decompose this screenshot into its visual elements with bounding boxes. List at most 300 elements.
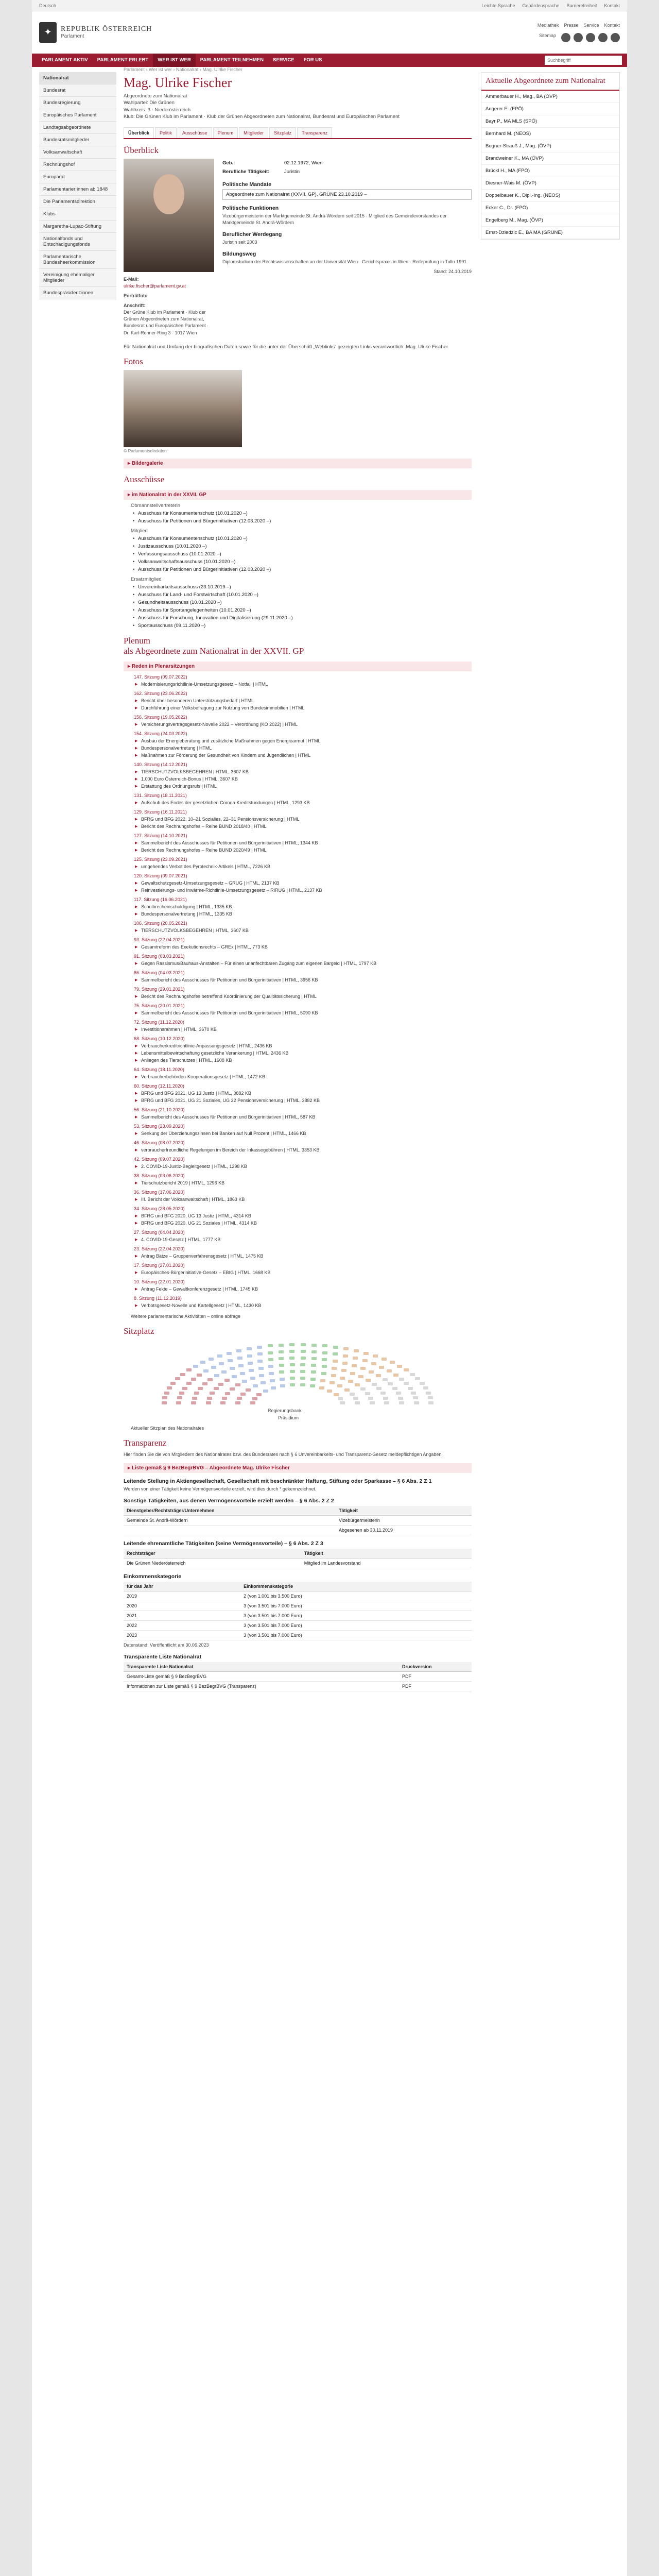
member-link[interactable]: Ernst-Dziedzic E., BA MA (GRÜNE) bbox=[481, 227, 619, 239]
facebook-icon[interactable] bbox=[561, 33, 570, 42]
committee-item[interactable]: • Ausschuss für Konsumentenschutz (10.01.2020 –) bbox=[131, 535, 472, 543]
speech-link[interactable]: ▶ Maßnahmen zur Förderung der Gesundheit von Kindern und Jugendlichen | HTML bbox=[124, 752, 472, 759]
nav-item[interactable]: SERVICE bbox=[273, 57, 294, 63]
seat bbox=[180, 1373, 185, 1376]
session-date[interactable]: 127. Sitzung (14.10.2021) bbox=[134, 833, 187, 838]
sidebar-item[interactable]: Volksanwaltschaft bbox=[39, 146, 116, 159]
seat bbox=[355, 1383, 360, 1386]
seat bbox=[348, 1380, 353, 1383]
seat bbox=[376, 1374, 381, 1377]
seat bbox=[384, 1401, 389, 1404]
sidebar-item[interactable]: Bundesregierung bbox=[39, 97, 116, 109]
breadcrumb-item[interactable]: Parlament bbox=[124, 67, 145, 72]
seat bbox=[368, 1397, 373, 1400]
sidebar-item[interactable]: Europäisches Parlament bbox=[39, 109, 116, 122]
twitter-icon[interactable] bbox=[574, 33, 583, 42]
sidebar-item[interactable]: Margaretha-Lupac-Stiftung bbox=[39, 221, 116, 233]
member-link[interactable]: Engelberg M., Mag. (ÖVP) bbox=[481, 214, 619, 227]
speech-link[interactable]: ▶ Bericht des Rechnungshofes – Reihe BUND 2020/49 | HTML bbox=[124, 846, 472, 854]
speech-link[interactable]: ▶ Versicherungsvertragsgesetz-Novelle 2022 – Verordnung (KO 2022) | HTML bbox=[124, 721, 472, 728]
transparency-bar[interactable]: ▸ Liste gemäß § 9 BezBegrBVG – Abgeordnete Mag. Ulrike Fischer bbox=[124, 1463, 472, 1473]
speech-link[interactable]: ▶ Ausbau der Energieberatung und zusätzliche Maßnahmen gegen Energiearmut | HTML bbox=[124, 737, 472, 744]
session-date[interactable]: 106. Sitzung (20.05.2021) bbox=[134, 920, 187, 926]
seat bbox=[279, 1357, 284, 1360]
seat bbox=[322, 1351, 327, 1354]
speech-link[interactable]: ▶ Aufschub des Endes der gesetzlichen Corona-Kreditstundungen | HTML, 1293 KB bbox=[124, 799, 472, 806]
topbar-link[interactable]: Gebärdensprache bbox=[522, 3, 560, 8]
member-link[interactable]: Brandweiner K., MA (ÖVP) bbox=[481, 152, 619, 165]
member-link[interactable]: Ecker C., Dr. (FPÖ) bbox=[481, 202, 619, 214]
util-link[interactable]: Presse bbox=[564, 22, 579, 28]
speech-link[interactable]: ▶ BFRG und BFG 2020, UG 21 Soziales | HTML, 4314 KB bbox=[124, 1219, 472, 1227]
seat bbox=[280, 1384, 285, 1387]
committee-item[interactable]: • Unvereinbarkeitsausschuss (23.10.2019 –) bbox=[131, 583, 472, 591]
speech-link[interactable]: ▶ Sammelbericht des Ausschusses für Petitionen und Bürgerinitiativen | HTML, 1344 KB bbox=[124, 839, 472, 846]
speech-link[interactable]: ▶ Verbotsgesetz-Novelle und Kartellgesetz | HTML, 1430 KB bbox=[124, 1302, 472, 1309]
speech-link[interactable]: ▶ Anliegen des Tierschutzes | HTML, 1608 KB bbox=[124, 1057, 472, 1064]
seat bbox=[369, 1370, 374, 1374]
committee-group-label: Obmannstellvertreterin bbox=[131, 502, 181, 509]
seat bbox=[186, 1382, 192, 1385]
session-date[interactable]: 147. Sitzung (09.07.2022) bbox=[134, 674, 187, 680]
portrait-download[interactable]: Porträtfoto bbox=[124, 293, 148, 299]
table-cell: 2020 bbox=[124, 1601, 240, 1611]
gallery-link[interactable]: ▸ Bildergalerie bbox=[124, 459, 472, 468]
sidebar-item[interactable]: Die Parlamentsdirektion bbox=[39, 196, 116, 208]
header bbox=[32, 11, 627, 54]
speech-link[interactable]: ▶ Antrag Fekte – Gewaltkonferenzgesetz | HTML, 1745 KB bbox=[124, 1285, 472, 1293]
nav-item[interactable]: PARLAMENT TEILNEHMEN bbox=[200, 57, 264, 63]
seat bbox=[343, 1354, 348, 1358]
photo-credit: © Parlamentsdirektion bbox=[124, 448, 167, 453]
sidebar-item[interactable]: Landtagsabgeordnete bbox=[39, 122, 116, 134]
speech-link[interactable]: ▶ Sammelbericht des Ausschusses für Petitionen und Bürgerinitiativen | HTML, 587 KB bbox=[124, 1113, 472, 1121]
speech-link[interactable]: ▶ Schulbrecheinschuldigung | HTML, 1335 KB bbox=[124, 903, 472, 910]
speech-link[interactable]: ▶ verbraucherfreundliche Regelungen im Bereich der Inkassogebühren | HTML, 3353 KB bbox=[124, 1146, 472, 1154]
seat-plan-link[interactable]: Aktueller Sitzplan des Nationalrates bbox=[131, 1425, 204, 1431]
sidebar-item[interactable]: Parlamentarier:innen ab 1848 bbox=[39, 183, 116, 196]
seat bbox=[322, 1344, 327, 1347]
seat bbox=[230, 1367, 235, 1370]
seat bbox=[353, 1357, 358, 1360]
speech-link[interactable]: ▶ III. Bericht der Volksanwaltschaft | HTML, 1863 KB bbox=[124, 1196, 472, 1203]
seat bbox=[372, 1383, 377, 1386]
committee-item[interactable]: • Ausschuss für Sportangelegenheiten (10.01.2020 –) bbox=[131, 606, 472, 614]
committee-item[interactable]: • Ausschuss für Forschung, Innovation und Digitalisierung (29.11.2020 –) bbox=[131, 614, 472, 622]
committee-item[interactable]: • Sportausschuss (09.11.2020 –) bbox=[131, 622, 472, 630]
seat bbox=[214, 1387, 219, 1390]
seat bbox=[379, 1366, 384, 1369]
committee-group-label: Ersatzmitglied bbox=[131, 576, 162, 582]
tab-item[interactable]: Ausschüsse bbox=[178, 127, 212, 138]
seat bbox=[179, 1392, 184, 1395]
tab-item[interactable]: Transparenz bbox=[297, 127, 332, 138]
seat bbox=[415, 1377, 420, 1380]
sidebar-item[interactable]: Vereinigung ehemaliger Mitglieder bbox=[39, 269, 116, 287]
seat bbox=[249, 1369, 254, 1372]
session-date[interactable]: 42. Sitzung (09.07.2020) bbox=[134, 1156, 185, 1162]
seat bbox=[404, 1382, 409, 1385]
session-date[interactable]: 10. Sitzung (22.01.2020) bbox=[134, 1279, 185, 1284]
address-text: Der Grüne Klub im Parlament · Klub der Grünen Abgeordneten zum Nationalrat, Bundesrat und Europäischen Parlament · Dr. Karl-Renner-Ring 3 · 1017 Wien bbox=[124, 310, 209, 335]
seat bbox=[290, 1377, 295, 1380]
session-date[interactable]: 38. Sitzung (03.06.2020) bbox=[134, 1173, 185, 1178]
education-text: Diplomstudium der Rechtswissenschaften an der Universität Wien · Gerichtspraxis in Wien · Reifeprüfung in Tulln 1991 bbox=[222, 259, 467, 265]
tab-item[interactable]: Politik bbox=[155, 127, 177, 138]
speech-link[interactable]: ▶ BFRG und BFG 2021, UG 13 Justiz | HTML, 3882 KB bbox=[124, 1090, 472, 1097]
session-date[interactable]: 34. Sitzung (28.05.2020) bbox=[134, 1206, 185, 1211]
email-link[interactable]: ulrike.fischer@parlament.gv.at bbox=[124, 283, 186, 289]
facts-column bbox=[222, 159, 472, 336]
speech-link[interactable]: ▶ Investitionsrahmen | HTML, 3670 KB bbox=[124, 1026, 472, 1033]
as-of-date: Stand: 24.10.2019 bbox=[433, 269, 472, 275]
sidebar-item[interactable]: Klubs bbox=[39, 208, 116, 221]
speech-link[interactable]: ▶ Durchführung einer Volksbefragung zur Nutzung von Bundesimmobilien | HTML bbox=[124, 704, 472, 711]
session-date[interactable]: 56. Sitzung (21.10.2020) bbox=[134, 1107, 185, 1112]
seat bbox=[350, 1393, 355, 1396]
nav-item[interactable]: PARLAMENT ERLEBT bbox=[97, 57, 149, 63]
session-date[interactable]: 93. Sitzung (22.04.2021) bbox=[134, 937, 185, 942]
speech-link[interactable]: ▶ 1.000 Euro Österreich-Bonus | HTML, 3607 KB bbox=[124, 775, 472, 783]
speeches-bar-label: Reden in Plenarsitzungen bbox=[131, 663, 195, 669]
instagram-icon[interactable] bbox=[586, 33, 595, 42]
seat bbox=[341, 1369, 346, 1372]
committee-item[interactable]: • Ausschuss für Petitionen und Bürgerinitiativen (12.03.2020 –) bbox=[131, 517, 472, 525]
seat bbox=[311, 1357, 317, 1360]
sidebar-item[interactable]: Bundespräsident:innen bbox=[39, 287, 116, 299]
seat bbox=[214, 1374, 219, 1377]
tab-item[interactable]: Mitglieder bbox=[239, 127, 268, 138]
seat bbox=[365, 1392, 370, 1395]
table-header-row bbox=[124, 1549, 472, 1558]
util-link[interactable]: Mediathek bbox=[537, 22, 559, 28]
speeches-bar[interactable]: ▸ Reden in Plenarsitzungen bbox=[124, 662, 472, 671]
seat bbox=[413, 1396, 418, 1399]
seat bbox=[191, 1378, 196, 1381]
session-date[interactable]: 79. Sitzung (29.01.2021) bbox=[134, 986, 185, 992]
session-date[interactable]: 125. Sitzung (23.09.2021) bbox=[134, 856, 187, 862]
session-date[interactable]: 53. Sitzung (23.09.2020) bbox=[134, 1123, 185, 1129]
session-date[interactable]: 64. Sitzung (18.11.2020) bbox=[134, 1066, 184, 1072]
breadcrumb-item[interactable]: › Wer ist wer bbox=[145, 67, 172, 72]
seat bbox=[358, 1375, 363, 1378]
speech-link[interactable]: ▶ Senkung der Überziehungszinsen bei Banken auf Null Prozent | HTML, 1466 KB bbox=[124, 1130, 472, 1137]
session-date[interactable]: 23. Sitzung (22.04.2020) bbox=[134, 1246, 185, 1251]
seat bbox=[342, 1362, 348, 1365]
table-cell: Informationen zur Liste gemäß § 9 BezBegrBVG (Transparenz) bbox=[124, 1682, 399, 1691]
speech-link[interactable]: ▶ Modernisierungsrichtlinie-Umsetzungsgesetz – Notfall | HTML bbox=[124, 681, 472, 688]
seat bbox=[334, 1393, 339, 1396]
speech-link[interactable]: ▶ Gegen Rassismus/Bauhaus-Anstalten – Für einen unanfechtbaren Zugang zum eigenen Bargeld | HTML, 1797 KB bbox=[124, 960, 472, 967]
seat bbox=[211, 1366, 216, 1369]
speech-link[interactable]: ▶ BFRG und BFG 2021, UG 21 Soziales, UG 22 Pensionsversicherung | HTML, 3882 KB bbox=[124, 1097, 472, 1104]
speech-link[interactable]: ▶ Bericht des Rechnungshofes betreffend Koordinierung der Qualitätssicherung | HTML bbox=[124, 993, 472, 1000]
session-date[interactable]: 117. Sitzung (16.06.2021) bbox=[134, 896, 187, 902]
seat bbox=[380, 1392, 386, 1395]
table-row bbox=[124, 1621, 472, 1631]
sidebar-item[interactable]: Bundesrat bbox=[39, 84, 116, 97]
speech-link[interactable]: ▶ BFRG und BFG 2020, UG 13 Justiz | HTML, 4314 KB bbox=[124, 1212, 472, 1219]
util-link[interactable]: Sitemap bbox=[539, 32, 556, 38]
seat bbox=[332, 1367, 337, 1370]
born-value: 02.12.1972, Wien bbox=[284, 160, 323, 166]
speech-link[interactable]: ▶ Sammelbericht des Ausschusses für Petitionen und Bürgerinitiativen | HTML, 5090 KB bbox=[124, 1009, 472, 1016]
session-date[interactable]: 27. Sitzung (04.04.2020) bbox=[134, 1229, 185, 1235]
seat bbox=[343, 1347, 349, 1350]
util-link[interactable]: Kontakt bbox=[604, 22, 620, 28]
speech-link[interactable]: ▶ Sammelbericht des Ausschusses für Petitionen und Bürgerinitiativen | HTML, 3956 KB bbox=[124, 976, 472, 984]
member-link[interactable]: Angerer E. (FPÖ) bbox=[481, 103, 619, 115]
session-date[interactable]: 75. Sitzung (20.01.2021) bbox=[134, 1003, 185, 1008]
transparency-bar-label: Liste gemäß § 9 BezBegrBVG – Abgeordnete Mag. Ulrike Fischer bbox=[131, 1465, 290, 1471]
speech-link[interactable]: ▶ 2. COVID-19-Justiz-Begleitgesetz | HTML, 1298 KB bbox=[124, 1163, 472, 1170]
career-heading: Beruflicher Werdegang bbox=[222, 231, 282, 238]
seat bbox=[218, 1383, 223, 1386]
seat bbox=[340, 1401, 345, 1404]
table-header: Druckversion bbox=[399, 1662, 472, 1672]
speech-link[interactable]: ▶ Gesamtreform des Exekutionsrechts – GREx | HTML, 773 KB bbox=[124, 943, 472, 951]
session-date[interactable]: 86. Sitzung (04.03.2021) bbox=[134, 970, 185, 975]
table-header-row bbox=[124, 1506, 472, 1516]
seat bbox=[370, 1401, 375, 1404]
seat bbox=[248, 1362, 253, 1365]
seat bbox=[182, 1387, 187, 1390]
session-date[interactable]: 156. Sitzung (19.05.2022) bbox=[134, 714, 187, 720]
committee-item[interactable]: • Verfassungsausschuss (10.01.2020 –) bbox=[131, 550, 472, 558]
committee-item[interactable]: • Ausschuss für Konsumentenschutz (10.01.2020 –) bbox=[131, 510, 472, 517]
seat bbox=[220, 1401, 226, 1404]
session-date[interactable]: 131. Sitzung (18.11.2021) bbox=[134, 792, 187, 798]
seat bbox=[247, 1347, 252, 1350]
more-activities-link[interactable]: Weitere parlamentarische Aktivitäten – online abfrage bbox=[131, 1313, 240, 1319]
seat bbox=[202, 1382, 207, 1385]
seat bbox=[362, 1359, 368, 1362]
session-date[interactable]: 162. Sitzung (23.06.2022) bbox=[134, 690, 187, 696]
speech-link[interactable]: ▶ Reinvestierungs- und Inwärme-Richtlinie-Umsetzungsgesetz – RIRUG | HTML, 2137 KB bbox=[124, 887, 472, 894]
speech-link[interactable]: ▶ Europäisches-Bürgerinitiative-Gesetz – EBIG | HTML, 1668 KB bbox=[124, 1269, 472, 1276]
session-date[interactable]: 91. Sitzung (03.03.2021) bbox=[134, 953, 185, 959]
table-cell: Abgesehen ab 30.11.2019 bbox=[336, 1526, 472, 1535]
table-row bbox=[124, 1526, 472, 1535]
seat bbox=[414, 1401, 419, 1404]
seat bbox=[257, 1352, 263, 1355]
eagle-icon: ✦ bbox=[39, 22, 57, 43]
speech-link[interactable]: ▶ Bundespersonalvertretung | HTML bbox=[124, 744, 472, 752]
download-table bbox=[124, 1662, 472, 1691]
seat bbox=[322, 1365, 327, 1368]
seat bbox=[290, 1363, 295, 1366]
seat bbox=[423, 1386, 428, 1389]
member-link[interactable]: Diesner-Wais M. (ÖVP) bbox=[481, 177, 619, 190]
member-link[interactable]: Ammerbauer H., Mag., BA (ÖVP) bbox=[481, 91, 619, 103]
committees-list bbox=[124, 503, 472, 630]
seat bbox=[311, 1344, 317, 1347]
seat bbox=[219, 1362, 224, 1365]
member-link[interactable]: Bernhard M. (NEOS) bbox=[481, 128, 619, 140]
logo[interactable] bbox=[39, 22, 152, 43]
session-date[interactable]: 36. Sitzung (17.06.2020) bbox=[134, 1189, 185, 1195]
table-row bbox=[124, 1558, 472, 1568]
seat bbox=[237, 1397, 242, 1400]
presidium-label: Präsidium bbox=[278, 1415, 299, 1420]
seat bbox=[289, 1357, 294, 1360]
table-row bbox=[124, 1682, 472, 1691]
member-link[interactable]: Doppelbauer K., Dipl.-Ing. (NEOS) bbox=[481, 190, 619, 202]
seat bbox=[360, 1387, 366, 1391]
session-date[interactable]: 68. Sitzung (10.12.2020) bbox=[134, 1036, 185, 1041]
session-date[interactable]: 154. Sitzung (24.03.2022) bbox=[134, 731, 187, 736]
util-link[interactable]: Service bbox=[583, 22, 599, 28]
seat bbox=[170, 1382, 176, 1385]
seat bbox=[366, 1379, 371, 1382]
seat bbox=[250, 1377, 255, 1380]
lang-switch[interactable]: Deutsch bbox=[39, 3, 57, 8]
speech-link[interactable]: ▶ Bericht des Rechnungshofes – Reihe BUND 2018/40 | HTML bbox=[124, 823, 472, 830]
search-input[interactable] bbox=[545, 56, 622, 65]
sidebar-item[interactable]: Rechnungshof bbox=[39, 159, 116, 171]
committee-item[interactable]: • Ausschuss für Land- und Forstwirtschaft (10.01.2020 –) bbox=[131, 591, 472, 599]
nav-item[interactable]: PARLAMENT AKTIV bbox=[42, 57, 88, 63]
topbar-link[interactable]: Kontakt bbox=[604, 3, 620, 8]
seat bbox=[360, 1367, 366, 1370]
speech-link[interactable]: ▶ Bericht über besonderen Unterstützungsbedarf | HTML bbox=[124, 697, 472, 704]
speech-link[interactable]: ▶ Bundespersonalvertretung | HTML, 1335 KB bbox=[124, 910, 472, 918]
seat bbox=[373, 1354, 378, 1358]
sessions-list bbox=[124, 674, 472, 1309]
responsibility-note: Für Nationalrat und Umfang der biografischen Daten sowie für die unter der Überschrift „Weblinks“ gezeigten Links verantwortlich: Mag. Ulrike Fischer bbox=[124, 344, 448, 350]
seat bbox=[355, 1401, 360, 1404]
seat bbox=[371, 1362, 376, 1365]
table-header: Einkommenskategorie bbox=[240, 1582, 472, 1591]
topbar-link[interactable]: Barrierefreiheit bbox=[566, 3, 597, 8]
session-date[interactable]: 46. Sitzung (08.07.2020) bbox=[134, 1140, 185, 1145]
committee-item[interactable]: • Justizausschuss (10.01.2020 –) bbox=[131, 543, 472, 550]
committees-period[interactable]: ▸ im Nationalrat in der XXVII. GP bbox=[124, 490, 472, 500]
seat bbox=[203, 1369, 209, 1372]
speech-link[interactable]: ▶ Verbraucherkreditrichtlinie-Anpassungsgesetz | HTML, 2436 KB bbox=[124, 1042, 472, 1049]
seat bbox=[162, 1396, 167, 1399]
income-note: Datenstand: Veröffentlicht am 30.06.2023 bbox=[124, 1642, 209, 1648]
seat bbox=[279, 1370, 284, 1374]
sidebar-item[interactable]: Nationalrat bbox=[39, 72, 116, 84]
member-link[interactable]: Bayr P., MA MLS (SPÖ) bbox=[481, 115, 619, 128]
seat bbox=[242, 1380, 247, 1383]
table-cell: 3 (von 3.501 bis 7.000 Euro) bbox=[240, 1621, 472, 1631]
table-header: Transparente Liste Nationalrat bbox=[124, 1662, 399, 1672]
table-cell: 2 (von 1.001 bis 3.500 Euro) bbox=[240, 1591, 472, 1601]
table-header: für das Jahr bbox=[124, 1582, 240, 1591]
member-link[interactable]: Brückl H., MA (FPÖ) bbox=[481, 165, 619, 177]
person-club-full: Klub: Die Grünen Klub im Parlament · Klub der Grünen Abgeordneten zum Nationalrat, Bundesrat und Europäischen Parlament bbox=[124, 113, 400, 120]
speech-link[interactable]: ▶ Verbraucherbehörden-Kooperationsgesetz | HTML, 1472 KB bbox=[124, 1073, 472, 1080]
breadcrumb-item[interactable]: › Nationalrat bbox=[172, 67, 199, 72]
committee-item[interactable]: • Volksanwaltschaftsausschuss (10.01.2020 –) bbox=[131, 558, 472, 566]
seat bbox=[399, 1401, 404, 1404]
seat bbox=[426, 1392, 431, 1395]
seat bbox=[225, 1392, 230, 1395]
seat bbox=[383, 1378, 388, 1381]
page bbox=[32, 0, 627, 2576]
breadcrumb-item: › Mag. Ulrike Fischer bbox=[198, 67, 242, 72]
photo-gallery-image[interactable] bbox=[124, 370, 242, 447]
speech-link[interactable]: ▶ Erstattung des Ordnungsrufs | HTML bbox=[124, 783, 472, 790]
session-date[interactable]: 60. Sitzung (12.11.2020) bbox=[134, 1083, 184, 1089]
speech-link[interactable]: ▶ Tierschutzbericht 2019 | HTML, 1296 KB bbox=[124, 1179, 472, 1187]
social-links bbox=[561, 33, 620, 42]
seat bbox=[363, 1352, 369, 1355]
sidebar-item[interactable]: Europarat bbox=[39, 171, 116, 183]
seat bbox=[398, 1397, 403, 1400]
current-members-heading: Aktuelle Abgeordnete zum Nationalrat bbox=[481, 73, 619, 91]
speech-link[interactable]: ▶ Lebensmittelbewirtschaftung gesetzliche Verankerung | HTML, 2436 KB bbox=[124, 1049, 472, 1057]
seat bbox=[240, 1372, 245, 1375]
sidebar-item[interactable]: Parlamentarische Bundesheerkommission bbox=[39, 251, 116, 269]
overview-heading: Überblick bbox=[124, 145, 159, 156]
speech-link[interactable]: ▶ TIERSCHUTZVOLKSBEGEHREN | HTML, 3607 KB bbox=[124, 768, 472, 775]
table-cell: 3 (von 3.501 bis 7.000 Euro) bbox=[240, 1601, 472, 1611]
honorary-heading: Leitende ehrenamtliche Tätigkeiten (keine Vermögensvorteile) – § 6 Abs. 2 Z 3 bbox=[124, 1540, 323, 1547]
seat bbox=[290, 1370, 295, 1373]
topbar-link[interactable]: Leichte Sprache bbox=[481, 3, 515, 8]
seat bbox=[268, 1358, 273, 1361]
nav-item-active[interactable]: WER IST WER bbox=[153, 54, 195, 67]
seat bbox=[268, 1351, 273, 1354]
seat bbox=[259, 1374, 264, 1377]
seat bbox=[396, 1392, 401, 1395]
session-date[interactable]: 129. Sitzung (16.11.2021) bbox=[134, 809, 187, 815]
speech-link[interactable]: ▶ BFRG und BFG 2022, 10–21 Sozialies, 22–31 Pensionsversicherung | HTML bbox=[124, 816, 472, 823]
tab-item[interactable]: Plenum bbox=[213, 127, 238, 138]
sidebar-item[interactable]: Bundesratsmitglieder bbox=[39, 134, 116, 146]
sidebar-item[interactable]: Nationalfonds und Entschädigungsfonds bbox=[39, 233, 116, 251]
youtube-icon[interactable] bbox=[598, 33, 608, 42]
committee-item[interactable]: • Gesundheitsausschuss (10.01.2020 –) bbox=[131, 599, 472, 606]
member-link[interactable]: Bogner-Strauß J., Mag. (ÖVP) bbox=[481, 140, 619, 152]
speech-link[interactable]: ▶ umgehendes Verbot des Pyrotechnik-Artikels | HTML, 7226 KB bbox=[124, 863, 472, 870]
tab-item[interactable]: Sitzplatz bbox=[269, 127, 296, 138]
seat bbox=[333, 1360, 338, 1363]
positions-heading: Leitende Stellung in Aktiengesellschaft, Gesellschaft mit beschränkter Haftung, Stiftung oder Sparkasse – § 6 Abs. 2 Z 1 bbox=[124, 1478, 432, 1484]
plenum-heading bbox=[124, 636, 472, 656]
transparency-heading: Transparenz bbox=[124, 1437, 167, 1448]
speech-link[interactable]: ▶ TIERSCHUTZVOLKSBEGEHREN | HTML, 3607 KB bbox=[124, 927, 472, 934]
tab-item[interactable]: Überblick bbox=[124, 127, 154, 138]
breadcrumb bbox=[124, 67, 472, 72]
speech-link[interactable]: ▶ Antrag Bätze – Gruppenverfahrensgesetz | HTML, 1475 KB bbox=[124, 1252, 472, 1260]
seat bbox=[200, 1361, 205, 1364]
session-date[interactable]: 120. Sitzung (09.07.2021) bbox=[134, 873, 187, 878]
portrait-image[interactable] bbox=[124, 159, 214, 272]
session-date[interactable]: 72. Sitzung (11.12.2020) bbox=[134, 1019, 184, 1025]
speech-link[interactable]: ▶ 4. COVID-19-Gesetz | HTML, 1777 KB bbox=[124, 1236, 472, 1243]
seat bbox=[246, 1388, 251, 1392]
seat bbox=[327, 1389, 332, 1393]
seat bbox=[164, 1392, 169, 1395]
session-date[interactable]: 140. Sitzung (14.12.2021) bbox=[134, 761, 187, 767]
seat bbox=[270, 1379, 275, 1382]
speech-link[interactable]: ▶ Gewaltschutzgesetz-Umsetzungsgesetz – GRUG | HTML, 2137 KB bbox=[124, 879, 472, 887]
committee-list bbox=[131, 535, 472, 573]
seat bbox=[175, 1377, 180, 1380]
table-row bbox=[124, 1631, 472, 1640]
seat bbox=[300, 1363, 305, 1366]
nav-item[interactable]: FOR US bbox=[303, 57, 322, 63]
table-cell: Gesamt-Liste gemäß § 9 BezBegrBVG bbox=[124, 1672, 399, 1682]
session-date[interactable]: 17. Sitzung (27.01.2020) bbox=[134, 1262, 185, 1268]
committee-item[interactable]: • Ausschuss für Petitionen und Bürgerinitiativen (12.03.2020 –) bbox=[131, 566, 472, 573]
flickr-icon[interactable] bbox=[611, 33, 620, 42]
session-date[interactable]: 8. Sitzung (11.12.2019) bbox=[134, 1295, 182, 1301]
